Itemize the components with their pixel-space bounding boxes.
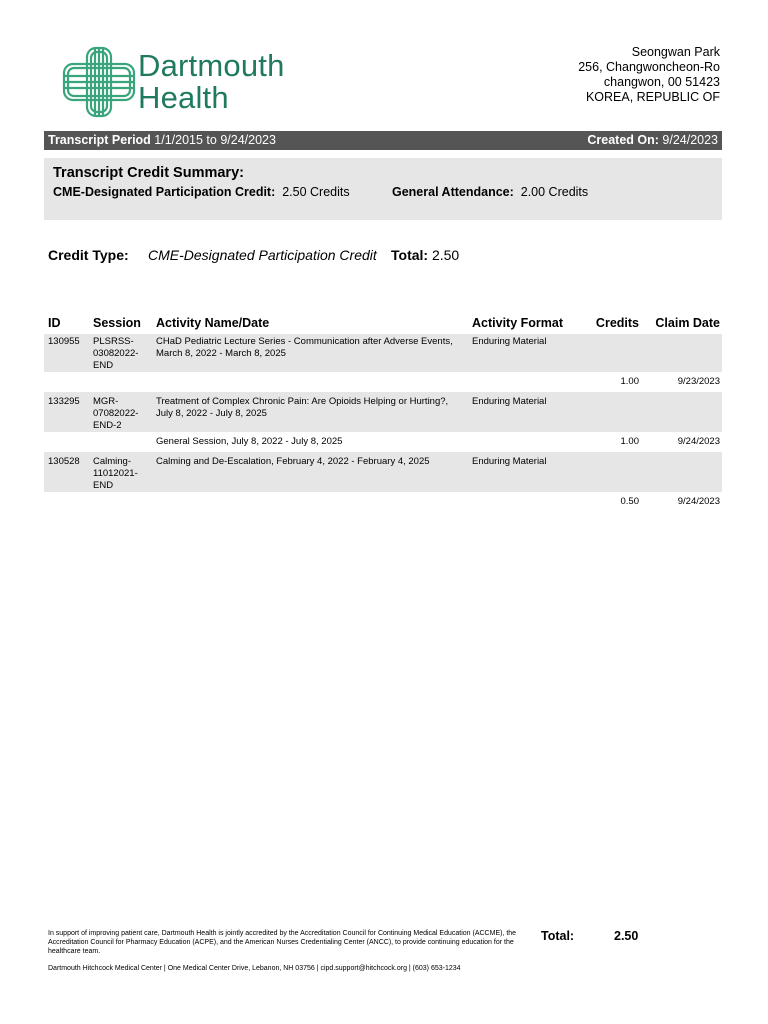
column-header-credits: Credits (595, 316, 639, 330)
row-activity: CHaD Pediatric Lecture Series - Communication after Adverse Events, March 8, 2022 - March 8, 2025 (156, 336, 453, 359)
address-line: KOREA, REPUBLIC OF (585, 90, 720, 104)
summary-title: Transcript Credit Summary: (53, 165, 244, 181)
period-label: Transcript Period (48, 133, 151, 147)
row-claim-date: 9/24/2023 (677, 436, 720, 447)
address-line: changwon, 00 51423 (603, 75, 720, 89)
row-credits: 1.00 (620, 376, 639, 387)
credit-type-total (391, 247, 459, 263)
general-attendance-label: General Attendance: (392, 185, 514, 199)
logo-text (138, 50, 285, 114)
cme-credit-value: 2.50 Credits (282, 185, 350, 199)
transcript-period-bar (44, 131, 722, 150)
row-session: MGR- 07082022- END-2 (93, 396, 139, 431)
recipient-address (578, 45, 720, 105)
footer-total-label: Total: (541, 929, 575, 943)
credit-type-total-value: 2.50 (431, 247, 460, 263)
row-session: Calming- 11012021- END (93, 456, 138, 491)
address-line: 256, Changwoncheon-Ro (578, 60, 720, 74)
cme-credit-label: CME-Designated Participation Credit: (53, 185, 276, 199)
row-id: 130528 (48, 456, 80, 467)
general-attendance-value: 2.00 Credits (520, 185, 589, 199)
row-session: PLSRSS- 03082022- END (93, 336, 139, 371)
credit-type-total-label: Total: (391, 247, 429, 263)
column-header-activity: Activity Name/Date (156, 316, 270, 330)
footer-address: Dartmouth Hitchcock Medical Center | One Medical Center Drive, Lebanon, NH 03756 | cipd.support@hitchcock.org | (603) 653-1234 (48, 965, 461, 972)
logo-text-line1: Dartmouth (138, 48, 285, 83)
address-line: Seongwan Park (631, 45, 720, 59)
column-header-session: Session (93, 316, 141, 330)
row-claim-date: 9/23/2023 (677, 376, 720, 387)
row-claim-date: 9/24/2023 (677, 496, 720, 507)
logo-text-line2: Health (138, 80, 229, 115)
accreditation-statement: In support of improving patient care, Dartmouth Health is jointly accredited by the Accreditation Council for Continuing Medical Education (ACCME), the Accreditation Council for Pharmacy Education (ACPE), and the American Nurses Credentialing Center (ANCC), to provide continuing education for the healthcare team. (48, 930, 517, 955)
column-header-claim-date: Claim Date (655, 316, 720, 330)
created-label: Created On: (587, 133, 659, 147)
row-id: 133295 (48, 396, 80, 407)
row-format: Enduring Material (472, 336, 547, 347)
credit-type-label: Credit Type: (48, 247, 129, 263)
row-credits: 1.00 (620, 436, 639, 447)
row-id: 130955 (48, 336, 80, 347)
credit-summary-box (44, 158, 722, 220)
credit-type-value: CME-Designated Participation Credit (148, 247, 377, 263)
footer-total-value: 2.50 (614, 929, 639, 943)
row-format: Enduring Material (472, 456, 547, 467)
row-credits: 0.50 (620, 496, 639, 507)
column-header-format: Activity Format (472, 316, 563, 330)
row-activity: Treatment of Complex Chronic Pain: Are Opioids Helping or Hurting?, July 8, 2022 - July 8, 2025 (156, 396, 449, 419)
row-format: Enduring Material (472, 396, 547, 407)
row-sub-activity: General Session, July 8, 2022 - July 8, 2025 (156, 436, 343, 447)
period-value: 1/1/2015 to 9/24/2023 (154, 133, 276, 147)
logo-mark-icon (60, 44, 138, 120)
created-value: 9/24/2023 (662, 133, 718, 147)
column-header-id: ID (48, 316, 61, 330)
row-activity: Calming and De-Escalation, February 4, 2022 - February 4, 2025 (156, 456, 430, 467)
